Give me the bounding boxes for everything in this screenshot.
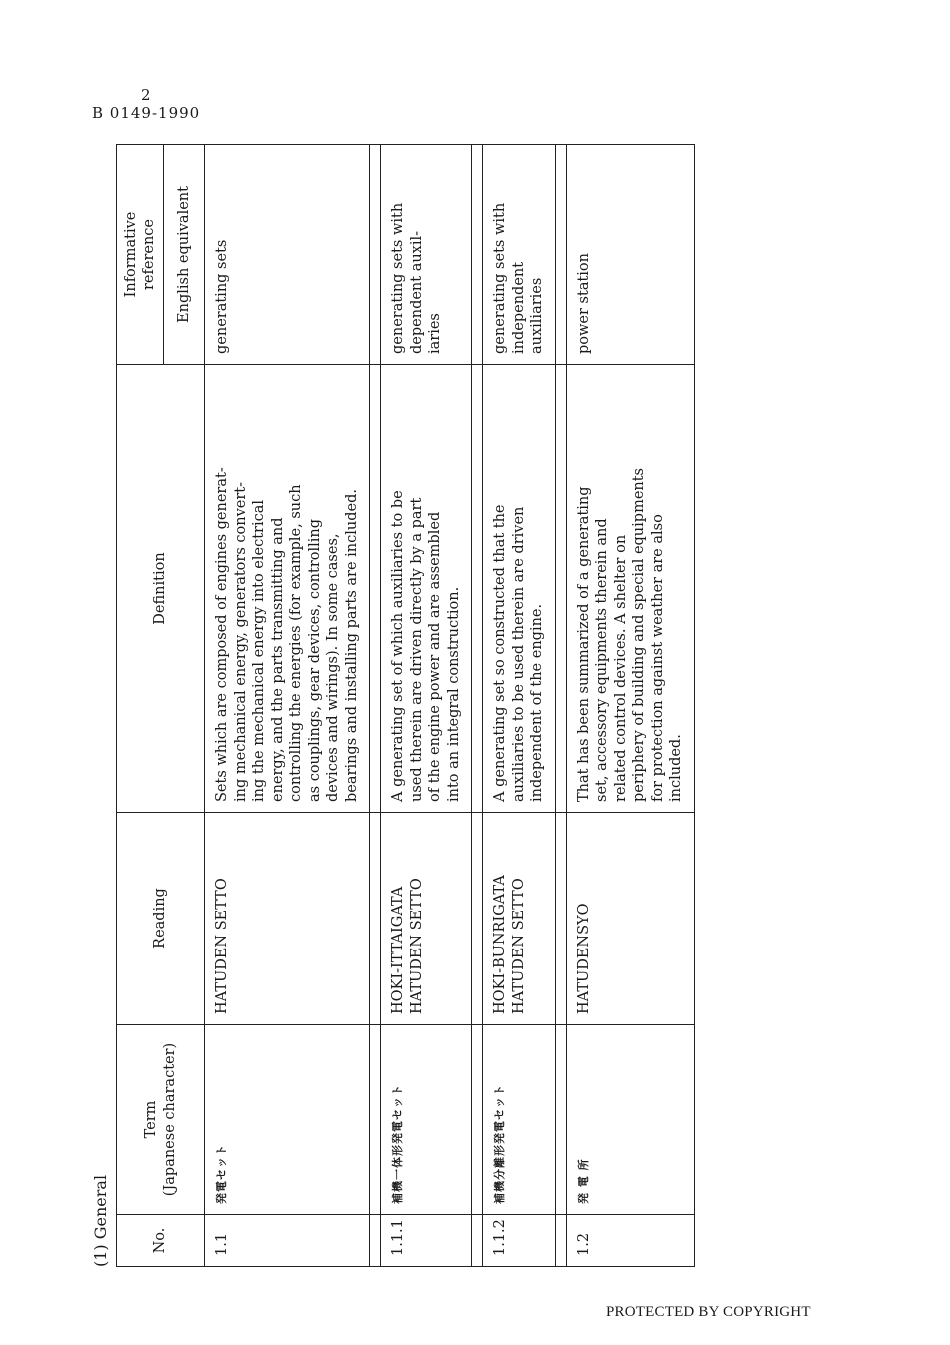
cell-term: 発電セット [205, 1025, 370, 1215]
table-row [566, 145, 694, 1267]
cell-term: 補機分離形発電セット [483, 1025, 556, 1215]
terms-table [116, 144, 695, 1267]
section-title: (1) General [91, 1174, 110, 1267]
page-number: 2 [141, 86, 151, 104]
cell-definition: That has been summarized of a generating set, accessory equipments therein and related control devices. A shelter on periphery of building and special equipments for protection against weather are also included. [566, 365, 694, 813]
header-reading: Reading [117, 813, 205, 1025]
standard-number: B 0149-1990 [92, 104, 201, 122]
cell-term: 発 電 所 [566, 1025, 694, 1215]
cell-definition: Sets which are composed of engines generat- ing mechanical energy, generators convert- ing the mechanical energy into electrical energy, and the parts transmitting and controlling the energies (for example, such as couplings, gear devices, controlling devices and wirings). In some cases, bearings and installing parts are included. [205, 365, 370, 813]
row-gap [472, 145, 483, 1267]
cell-reading: HOKI-BUNRIGATA HATUDEN SETTO [483, 813, 556, 1025]
header-definition: Definition [117, 365, 205, 813]
cell-term: 補機一体形発電セット [381, 1025, 472, 1215]
cell-english: generating sets with dependent auxil- iaries [381, 145, 472, 365]
cell-reading: HOKI-ITTAIGATA HATUDEN SETTO [381, 813, 472, 1025]
cell-no: 1.2 [566, 1215, 694, 1267]
header-informative-reference: Informative reference [117, 145, 164, 365]
header-term: Term (Japanese character) [117, 1025, 205, 1215]
cell-definition: A generating set so constructed that the auxiliaries to be used therein are driven independent of the engine. [483, 365, 556, 813]
row-gap [555, 145, 566, 1267]
table-row [381, 145, 472, 1267]
cell-definition: A generating set of which auxiliaries to be used therein are driven directly by a part of the engine power and are assembled into an integral construction. [381, 365, 472, 813]
header-no: No. [117, 1215, 205, 1267]
cell-no: 1.1.2 [483, 1215, 556, 1267]
cell-reading: HATUDEN SETTO [205, 813, 370, 1025]
cell-reading: HATUDENSYO [566, 813, 694, 1025]
cell-no: 1.1 [205, 1215, 370, 1267]
table-header-row [117, 145, 164, 1267]
cell-english: generating sets [205, 145, 370, 365]
header-english-equivalent: English equivalent [164, 145, 205, 365]
row-gap [370, 145, 381, 1267]
table-row [205, 145, 370, 1267]
copyright-notice: PROTECTED BY COPYRIGHT [606, 1304, 811, 1320]
cell-english: power station [566, 145, 694, 365]
cell-no: 1.1.1 [381, 1215, 472, 1267]
rotated-terms-table-block [88, 145, 684, 1267]
cell-english: generating sets with independent auxiliaries [483, 145, 556, 365]
table-row [483, 145, 556, 1267]
